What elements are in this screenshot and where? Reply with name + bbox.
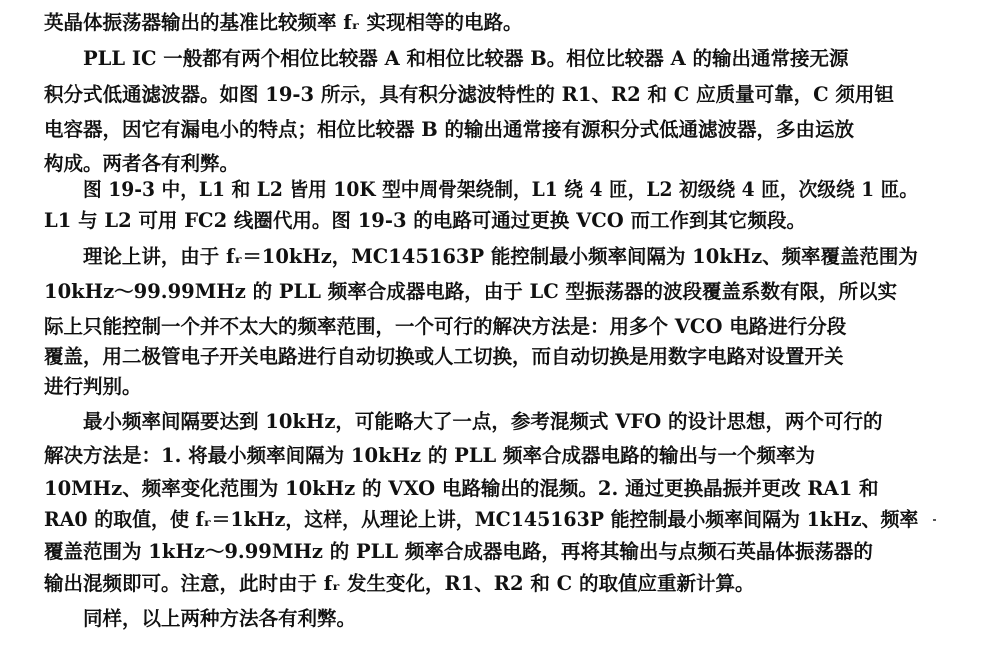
text-line: 输出混频即可。注意，此时由于 fᵣ 发生变化，R1、R2 和 C 的取值应重新计算。	[44, 572, 755, 595]
text-line: L1 与 L2 可用 FC2 线圈代用。图 19-3 的电路可通过更换 VCO 而工作到其它频段。	[44, 209, 807, 232]
text-line: 覆盖范围为 1kHz～9.99MHz 的 PLL 频率合成器电路，再将其输出与点频石英晶体振荡器的	[44, 540, 873, 563]
text-line: 进行判别。	[44, 375, 142, 398]
text-line: 积分式低通滤波器。如图 19-3 所示，具有积分滤波特性的 R1、R2 和 C 应质量可靠，C 须用钽	[44, 83, 894, 106]
text-line: 际上只能控制一个并不太大的频率范围，一个可行的解决方法是：用多个 VCO 电路进行分段	[44, 315, 847, 338]
text-line: 电容器，因它有漏电小的特点；相位比较器 B 的输出通常接有源积分式低通滤波器，多由运放	[44, 118, 855, 141]
text-line: 10MHz、频率变化范围为 10kHz 的 VXO 电路输出的混频。2. 通过更换晶振并更改 RA1 和	[44, 477, 879, 500]
text-line: 构成。两者各有利弊。	[44, 152, 240, 175]
text-line: 同样，以上两种方法各有利弊。	[83, 607, 357, 630]
text-line: 理论上讲，由于 fᵣ＝10kHz，MC145163P 能控制最小频率间隔为 10kHz、频率覆盖范围为	[83, 245, 918, 268]
text-line: 10kHz～99.99MHz 的 PLL 频率合成器电路，由于 LC 型振荡器的波段覆盖系数有限，所以实	[44, 280, 898, 303]
scan-speck	[933, 519, 936, 521]
text-line: RA0 的取值，使 fᵣ＝1kHz，这样，从理论上讲，MC145163P 能控制最小频率间隔为 1kHz、频率	[44, 508, 919, 531]
text-line: 覆盖，用二极管电子开关电路进行自动切换或人工切换，而自动切换是用数字电路对设置开关	[44, 345, 844, 368]
text-line: 图 19-3 中，L1 和 L2 皆用 10K 型中周骨架绕制，L1 绕 4 匝，L2 初级绕 4 匝，次级绕 1 匝。	[83, 178, 919, 201]
text-line: 英晶体振荡器输出的基准比较频率 fᵣ 实现相等的电路。	[44, 11, 523, 34]
text-line: PLL IC 一般都有两个相位比较器 A 和相位比较器 B。相位比较器 A 的输出通常接无源	[83, 47, 849, 70]
text-line: 最小频率间隔要达到 10kHz，可能略大了一点，参考混频式 VFO 的设计思想，两个可行的	[83, 410, 883, 433]
text-line: 解决方法是：1. 将最小频率间隔为 10kHz 的 PLL 频率合成器电路的输出与一个频率为	[44, 444, 816, 467]
